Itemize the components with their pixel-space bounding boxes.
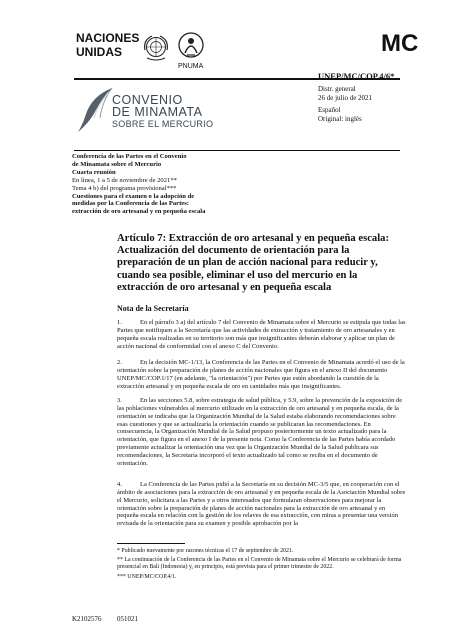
pnuma-label: PNUMA (178, 63, 204, 70)
section-rule (74, 150, 400, 151)
job-date: 051021 (117, 615, 138, 623)
paragraph-text: En el párrafo 3 a) del artículo 7 del Convenio de Minamata sobre el Mercurio se estipula que todas las Partes que notifiquen a la Secretaría que las actividades de extracción y tratamiento de oro artesanales y en pequeña escala realizadas en su territorio son más que insignificantes deberán elaborar y aplicar un plan de acción nacional de conformidad con el anexo C del Convenio. (117, 319, 406, 350)
meeting-line: Tema 4 b) del programa provisional*** (72, 184, 177, 192)
un-emblem-icon (140, 32, 172, 64)
convention-line-1: CONVENIO (112, 93, 183, 107)
pnuma-emblem-icon (176, 31, 206, 61)
footnote: *** UNEP/MC/COP.4/1. (117, 574, 177, 580)
document-code: MC (381, 30, 419, 57)
document-meta (318, 85, 372, 123)
document-date: 26 de julio de 2021 (318, 93, 373, 102)
paragraph (117, 319, 407, 350)
meeting-line: de Minamata sobre el Mercurio (72, 160, 162, 168)
convention-line-3: SOBRE EL MERCURIO (112, 119, 214, 129)
meeting-line: Conferencia de las Partes en el Convenio (72, 153, 187, 160)
job-number: K2102576 (72, 615, 102, 623)
footnote: ** La continuación de la Conferencia de las Partes en el Convenio de Minamata sobre el Mercurio se celebrará de forma presencial en Bali (Indonesia) y, en principio, está prevista para el primer trimestre de 2022. (117, 557, 402, 570)
un-name: NACIONES UNIDAS (76, 31, 140, 59)
paragraph-text: En las secciones 5.8, sobre estrategia de salud pública, y 5.9, sobre la prevención de la exposición de las poblaciones vulnerables al mercurio utilizado en la extracción de oro artesanal y en pequeña escala, de la orientación se indicaba que la Organización Mundial de la Salud estaba elaborando recomendaciones sobre esas cuestiones y que se actualizaría la orientación cuando se publicaran las recomendaciones. En consecuencia, la Organización Mundial de la Salud propuso posteriormente un texto actualizado para la orientación, que figura en el anexo I de la presente nota. Como la Conferencia de las Partes había acordado previamente actualizar la orientación una vez que la Organización Mundial de la Salud publicara sus recomendaciones, la Secretaría incorporó el texto actualizado tal como se reciba en el documento de orientación. (117, 397, 403, 467)
footnote-rule (117, 543, 185, 544)
meeting-line: medidas por la Conferencia de las Partes: (72, 200, 189, 208)
document-title: Artículo 7: Extracción de oro artesanal y en pequeña escala: Actualización del documento de orientación para la preparación de un plan de acción nacional para reducir y, cuando sea posible, eliminar el uso del mercurio en la extracción de oro artesanal y en pequeña escala (117, 233, 389, 293)
paragraph (117, 481, 407, 528)
language: Español (318, 106, 341, 114)
paragraph (117, 397, 407, 468)
meeting-line: Cuarta reunión (72, 168, 116, 176)
footnote: * Publicado nuevamente por razones técnicas el 17 de septiembre de 2021. (117, 548, 294, 554)
meeting-line: En línea, 1 a 5 de noviembre de 2021** (72, 176, 177, 184)
distribution: Distr. general (318, 85, 356, 93)
paragraph-text: En la decisión MC-1/13, la Conferencia de las Partes en el Convenio de Minamata acordó el uso de la orientación sobre la preparación de planes de acción nacionales que figura en el anexo II del documento UNEP/MC/COP.1/17 (en adelante, "la orientación") por Partes que estén abordando la cuestión de la extracción artesanal y en pequeña escala de oro en cantidades más que insignificantes. (117, 359, 405, 390)
paragraph (117, 359, 407, 390)
paragraph-number: 2. (117, 359, 122, 366)
paragraph-number: 1. (117, 319, 122, 326)
convention-line-2: DE MINAMATA (112, 105, 203, 119)
meeting-line: Cuestiones para el examen o la adopción de (72, 192, 195, 200)
paragraph-number: 4. (117, 481, 122, 488)
original-language: Original: inglés (318, 114, 362, 123)
section-heading: Nota de la Secretaría (117, 304, 189, 313)
paragraph-number: 3. (117, 397, 122, 404)
convention-title (112, 94, 213, 130)
paragraph-text: La Conferencia de las Partes pidió a la Secretaría en su decisión MC-3/5 que, en cooperación con el ámbito de asociaciones para la extracción de oro artesanal y en pequeña escala de la Asociación Mundial sobre el Mercurio, solicitara a las Partes y a otros interesados que formularan observaciones para mejorar la orientación sobre la preparación de planes de acción nacionales para la extracción de oro artesanal y en pequeña escala en relación con la gestión de los relaves de esa extracción, con miras a presentar una versión revisada de la orientación para su examen y posible aprobación por la (117, 481, 406, 528)
meeting-line: extracción de oro artesanal y en pequeña escala (72, 208, 206, 216)
meeting-info (72, 153, 312, 216)
document-symbol: UNEP/MC/COP.4/6* (318, 71, 395, 81)
